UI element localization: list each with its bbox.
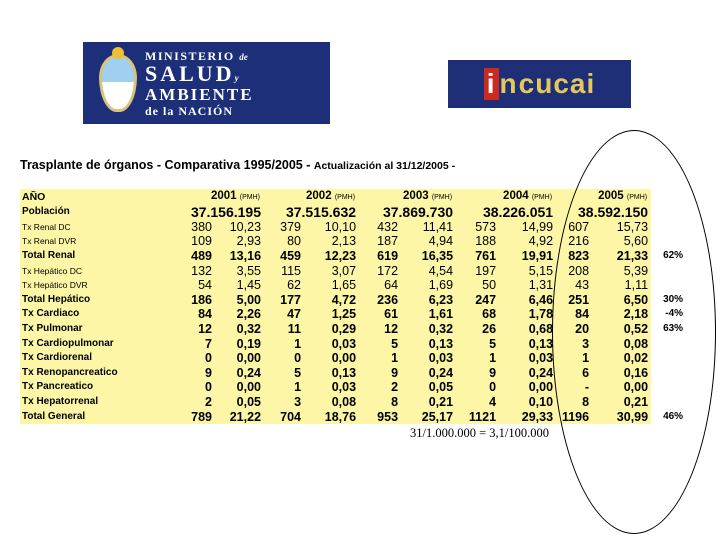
count-cell: 1 xyxy=(456,351,499,366)
pmh-cell: 0,16 xyxy=(592,366,651,381)
count-cell: 12 xyxy=(359,322,401,337)
change-cell: 30% xyxy=(651,293,683,308)
pmh-cell: 0,08 xyxy=(592,336,651,351)
header-label: AÑO xyxy=(20,189,168,205)
pmh-cell: 10,23 xyxy=(215,220,264,235)
count-cell: 2 xyxy=(168,395,215,410)
year-label: 2002 xyxy=(306,190,332,202)
count-cell: 197 xyxy=(456,263,499,278)
count-cell: 459 xyxy=(264,249,304,264)
pmh-cell: 11,41 xyxy=(401,220,456,235)
population-value: 37.515.632 xyxy=(264,205,359,220)
pmh-cell: 1,25 xyxy=(304,307,359,322)
row-label: Tx Hepático DVR xyxy=(20,278,168,293)
count-cell: 5 xyxy=(456,336,499,351)
row-label: Población xyxy=(20,205,168,220)
pmh-cell: 1,78 xyxy=(499,307,556,322)
year-label: 2001 xyxy=(211,190,237,202)
highlight-ellipse xyxy=(552,130,716,534)
count-cell: 5 xyxy=(359,336,401,351)
count-cell: 208 xyxy=(556,263,592,278)
unit-label: (PMH) xyxy=(334,194,356,201)
pmh-cell: 12,23 xyxy=(304,249,359,264)
count-cell: 47 xyxy=(264,307,304,322)
unit-label: (PMH) xyxy=(239,194,261,201)
row-label: Tx Renal DC xyxy=(20,220,168,235)
change-cell: 63% xyxy=(651,322,683,337)
pmh-cell: 4,54 xyxy=(401,263,456,278)
population-value: 37.869.730 xyxy=(359,205,456,220)
row-label: Total Renal xyxy=(20,249,168,264)
row-label: Tx Pulmonar xyxy=(20,322,168,337)
count-cell: 489 xyxy=(168,249,215,264)
pmh-cell: 0,05 xyxy=(215,395,264,410)
row-label: Tx Renal DVR xyxy=(20,234,168,249)
count-cell: 573 xyxy=(456,220,499,235)
count-cell: 80 xyxy=(264,234,304,249)
pmh-cell: 5,60 xyxy=(592,234,651,249)
pmh-cell: 14,99 xyxy=(499,220,556,235)
pmh-cell: 4,92 xyxy=(499,234,556,249)
pmh-cell: 0,00 xyxy=(215,380,264,395)
pmh-cell: 1,65 xyxy=(304,278,359,293)
count-cell: 1 xyxy=(264,380,304,395)
row-label: Tx Hepático DC xyxy=(20,263,168,278)
count-cell: 216 xyxy=(556,234,592,249)
pmh-cell: 3,55 xyxy=(215,263,264,278)
count-cell: 247 xyxy=(456,293,499,308)
population-value: 37.156.195 xyxy=(168,205,264,220)
count-cell: 4 xyxy=(456,395,499,410)
count-cell: 1 xyxy=(359,351,401,366)
count-cell: 7 xyxy=(168,336,215,351)
pmh-cell: 0,03 xyxy=(401,351,456,366)
row-label: Total Hepático xyxy=(20,293,168,308)
pmh-cell: 5,39 xyxy=(592,263,651,278)
pmh-cell: 1,45 xyxy=(215,278,264,293)
row-label: Tx Hepatorrenal xyxy=(20,395,168,410)
count-cell: 26 xyxy=(456,322,499,337)
year-label: 2003 xyxy=(403,190,429,202)
count-cell: 2 xyxy=(359,380,401,395)
pmh-cell: 0,21 xyxy=(401,395,456,410)
ministerio-salud-logo xyxy=(83,42,330,124)
count-cell: 64 xyxy=(359,278,401,293)
change-cell: 46% xyxy=(651,409,683,424)
pmh-cell: 0,03 xyxy=(499,351,556,366)
count-cell: 188 xyxy=(456,234,499,249)
count-cell: 953 xyxy=(359,409,401,424)
pmh-cell: 0,03 xyxy=(304,336,359,351)
count-cell: 12 xyxy=(168,322,215,337)
count-cell: 5 xyxy=(264,366,304,381)
pmh-cell: 1,31 xyxy=(499,278,556,293)
pmh-cell: 0,24 xyxy=(215,366,264,381)
rate-conversion-note: 31/1.000.000 = 3,1/100.000 xyxy=(410,426,549,440)
unit-label: (PMH) xyxy=(626,194,648,201)
count-cell: 68 xyxy=(456,307,499,322)
pmh-cell: 13,16 xyxy=(215,249,264,264)
count-cell: 84 xyxy=(556,307,592,322)
count-cell: 43 xyxy=(556,278,592,293)
pmh-cell: 4,72 xyxy=(304,293,359,308)
count-cell: 20 xyxy=(556,322,592,337)
pmh-cell: 2,18 xyxy=(592,307,651,322)
count-cell: 115 xyxy=(264,263,304,278)
count-cell: 11 xyxy=(264,322,304,337)
count-cell: 0 xyxy=(168,351,215,366)
year-header xyxy=(359,189,456,205)
pmh-cell: 0,02 xyxy=(592,351,651,366)
change-cell: -4% xyxy=(651,307,683,322)
count-cell: 132 xyxy=(168,263,215,278)
pmh-cell: 0,00 xyxy=(215,351,264,366)
pmh-cell: 6,23 xyxy=(401,293,456,308)
pmh-cell: 0,29 xyxy=(304,322,359,337)
count-cell: 1 xyxy=(556,351,592,366)
count-cell: 1121 xyxy=(456,409,499,424)
count-cell: 1196 xyxy=(556,409,592,424)
count-cell: 84 xyxy=(168,307,215,322)
count-cell: 251 xyxy=(556,293,592,308)
pmh-cell: 0,21 xyxy=(592,395,651,410)
count-cell: 9 xyxy=(359,366,401,381)
pmh-cell: 29,33 xyxy=(499,409,556,424)
ministerio-logo-text: MINISTERIO de SALUDy AMBIENTE de la NACIÓN xyxy=(145,48,254,118)
pmh-cell: 16,35 xyxy=(401,249,456,264)
count-cell: 0 xyxy=(456,380,499,395)
pmh-cell: 0,00 xyxy=(499,380,556,395)
count-cell: 761 xyxy=(456,249,499,264)
pmh-cell: 2,26 xyxy=(215,307,264,322)
unit-label: (PMH) xyxy=(531,194,553,201)
year-header xyxy=(456,189,556,205)
count-cell: 432 xyxy=(359,220,401,235)
pmh-cell: 1,11 xyxy=(592,278,651,293)
count-cell: 789 xyxy=(168,409,215,424)
pmh-cell: 4,94 xyxy=(401,234,456,249)
pmh-cell: 0,19 xyxy=(215,336,264,351)
row-label: Tx Cardiorenal xyxy=(20,351,168,366)
pmh-cell: 0,10 xyxy=(499,395,556,410)
pmh-cell: 10,10 xyxy=(304,220,359,235)
count-cell: 3 xyxy=(264,395,304,410)
count-cell: 236 xyxy=(359,293,401,308)
year-label: 2004 xyxy=(503,190,529,202)
pmh-cell: 0,13 xyxy=(304,366,359,381)
pmh-cell: 0,05 xyxy=(401,380,456,395)
pmh-cell: 30,99 xyxy=(592,409,651,424)
count-cell: 8 xyxy=(556,395,592,410)
population-value: 38.592.150 xyxy=(556,205,651,220)
count-cell: 619 xyxy=(359,249,401,264)
pmh-cell: 6,46 xyxy=(499,293,556,308)
count-cell: 380 xyxy=(168,220,215,235)
count-cell: 50 xyxy=(456,278,499,293)
count-cell: 823 xyxy=(556,249,592,264)
count-cell: 187 xyxy=(359,234,401,249)
count-cell: 0 xyxy=(168,380,215,395)
change-cell: 62% xyxy=(651,249,683,264)
pmh-cell: 25,17 xyxy=(401,409,456,424)
count-cell: 9 xyxy=(456,366,499,381)
row-label: Tx Pancreatico xyxy=(20,380,168,395)
count-cell: 607 xyxy=(556,220,592,235)
count-cell: 704 xyxy=(264,409,304,424)
pmh-cell: 0,32 xyxy=(215,322,264,337)
pmh-cell: 1,69 xyxy=(401,278,456,293)
year-header xyxy=(264,189,359,205)
row-label: Tx Renopancreatico xyxy=(20,366,168,381)
count-cell: 9 xyxy=(168,366,215,381)
year-label: 2005 xyxy=(598,190,624,202)
count-cell: 6 xyxy=(556,366,592,381)
count-cell: 172 xyxy=(359,263,401,278)
count-cell: 61 xyxy=(359,307,401,322)
count-cell: 186 xyxy=(168,293,215,308)
pmh-cell: 0,32 xyxy=(401,322,456,337)
count-cell: 177 xyxy=(264,293,304,308)
pmh-cell: 5,15 xyxy=(499,263,556,278)
year-header xyxy=(168,189,264,205)
count-cell: 8 xyxy=(359,395,401,410)
row-label: Total General xyxy=(20,409,168,424)
pmh-cell: 21,22 xyxy=(215,409,264,424)
pmh-cell: 0,13 xyxy=(401,336,456,351)
population-value: 38.226.051 xyxy=(456,205,556,220)
count-cell: 109 xyxy=(168,234,215,249)
count-cell: 1 xyxy=(264,336,304,351)
count-cell: 0 xyxy=(264,351,304,366)
count-cell: 62 xyxy=(264,278,304,293)
pmh-cell: 0,68 xyxy=(499,322,556,337)
page-title: Trasplante de órganos - Comparativa 1995/2005 - Actualización al 31/12/2005 - xyxy=(20,158,456,172)
pmh-cell: 18,76 xyxy=(304,409,359,424)
pmh-cell: 1,61 xyxy=(401,307,456,322)
count-cell: - xyxy=(556,380,592,395)
pmh-cell: 0,52 xyxy=(592,322,651,337)
pmh-cell: 15,73 xyxy=(592,220,651,235)
pmh-cell: 0,24 xyxy=(499,366,556,381)
incucai-logo: i n cucai xyxy=(448,60,631,108)
pmh-cell: 2,93 xyxy=(215,234,264,249)
pmh-cell: 0,08 xyxy=(304,395,359,410)
count-cell: 379 xyxy=(264,220,304,235)
pmh-cell: 0,24 xyxy=(401,366,456,381)
unit-label: (PMH) xyxy=(431,194,453,201)
pmh-cell: 5,00 xyxy=(215,293,264,308)
pmh-cell: 6,50 xyxy=(592,293,651,308)
pmh-cell: 21,33 xyxy=(592,249,651,264)
pmh-cell: 0,13 xyxy=(499,336,556,351)
pmh-cell: 0,00 xyxy=(304,351,359,366)
pmh-cell: 2,13 xyxy=(304,234,359,249)
pmh-cell: 0,03 xyxy=(304,380,359,395)
row-label: Tx Cardiaco xyxy=(20,307,168,322)
pmh-cell: 19,91 xyxy=(499,249,556,264)
row-label: Tx Cardiopulmonar xyxy=(20,336,168,351)
argentina-coat-of-arms-icon xyxy=(99,54,137,112)
pmh-cell: 0,00 xyxy=(592,380,651,395)
count-cell: 3 xyxy=(556,336,592,351)
count-cell: 54 xyxy=(168,278,215,293)
pmh-cell: 3,07 xyxy=(304,263,359,278)
